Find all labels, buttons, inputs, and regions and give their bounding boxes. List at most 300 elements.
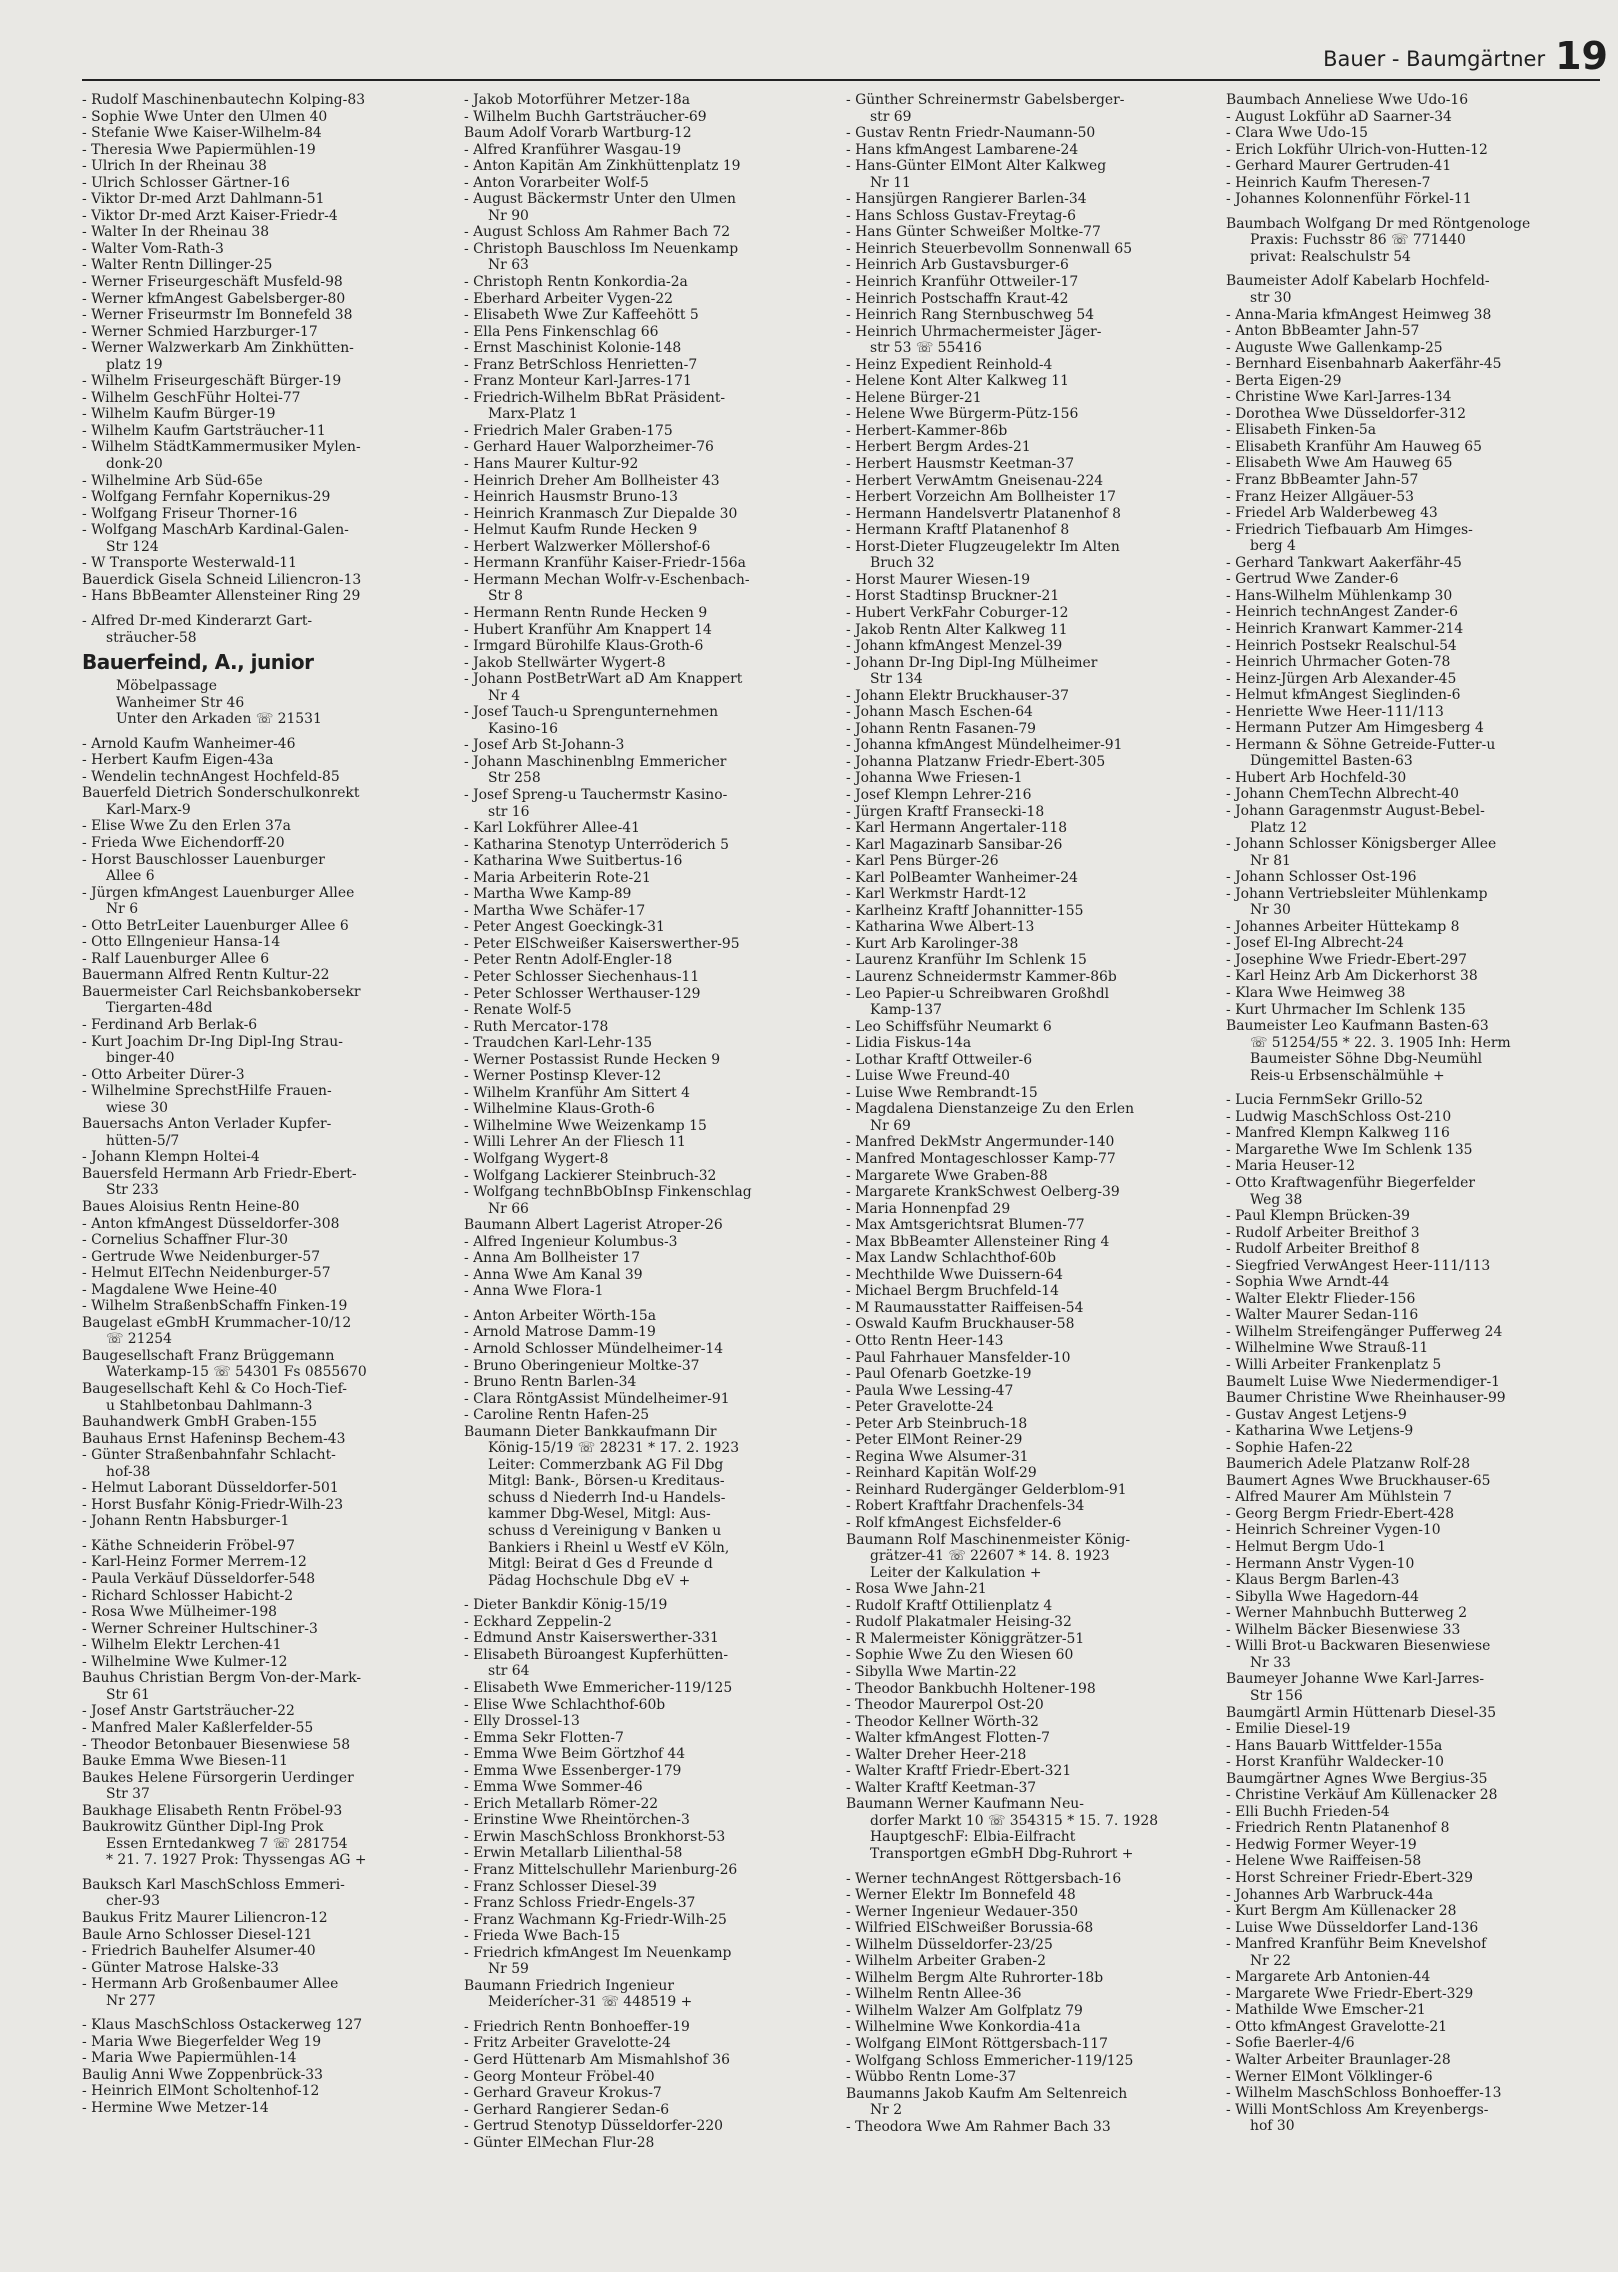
directory-entry: - Karl Magazinarb Sansibar-26 xyxy=(846,836,1063,853)
directory-entry: - Friedrich Maler Graben-175 xyxy=(464,422,673,439)
directory-entry: - Leo Schiffsführ Neumarkt 6 xyxy=(846,1018,1052,1035)
directory-entry: - Max Amtsgerichtsrat Blumen-77 xyxy=(846,1217,1085,1234)
directory-entry: Allee 6 xyxy=(106,868,155,885)
directory-entry: - Walter Vom-Rath-3 xyxy=(82,240,224,257)
directory-entry: - Renate Wolf-5 xyxy=(464,1002,572,1019)
directory-entry: Bauersachs Anton Verlader Kupfer- xyxy=(82,1116,332,1133)
directory-entry: - Gerd Hüttenarb Am Mismahlshof 36 xyxy=(464,2051,730,2068)
directory-entry: - Wilhelm Bergm Alte Ruhrorter-18b xyxy=(846,1969,1104,1986)
directory-entry: Kamp-137 xyxy=(870,1002,942,1019)
directory-entry: - Heinrich Rang Sternbuschweg 54 xyxy=(846,307,1095,324)
directory-entry: - Berta Eigen-29 xyxy=(1226,372,1342,389)
directory-entry: Nr 30 xyxy=(1250,902,1291,919)
directory-entry: König-15/19 ☏ 28231 * 17. 2. 1923 xyxy=(488,1440,740,1457)
directory-entry: - Wilhelmine Arb Süd-65e xyxy=(82,472,263,489)
directory-entry: - Emilie Diesel-19 xyxy=(1226,1721,1351,1738)
directory-entry: donk-20 xyxy=(106,456,163,473)
spacer xyxy=(1226,1084,1612,1092)
directory-entry: - Ferdinand Arb Berlak-6 xyxy=(82,1016,258,1033)
directory-entry: Baugesellschaft Franz Brüggemann xyxy=(82,1347,335,1364)
directory-entry: Bauerfeld Dietrich Sonderschulkonrekt xyxy=(82,785,360,802)
directory-entry: - Viktor Dr-med Arzt Kaiser-Friedr-4 xyxy=(82,207,338,224)
directory-entry: - Elisabeth Kranführ Am Hauweg 65 xyxy=(1226,438,1482,455)
directory-entry: - Karl Heinz Arb Am Dickerhorst 38 xyxy=(1226,968,1478,985)
directory-entry: - Johann Dr-Ing Dipl-Ing Mülheimer xyxy=(846,654,1098,671)
directory-entry: - Wilhelmine Wwe Strauß-11 xyxy=(1226,1340,1429,1357)
directory-entry: - Gustav Angest Letjens-9 xyxy=(1226,1406,1407,1423)
directory-entry: - Werner Ingenieur Wedauer-350 xyxy=(846,1903,1079,1920)
directory-entry: - Horst Kranführ Waldecker-10 xyxy=(1226,1754,1445,1771)
directory-entry: - Anton BbBeamter Jahn-57 xyxy=(1226,323,1420,340)
directory-entry: - Anna Am Bollheister 17 xyxy=(464,1250,641,1267)
directory-entry: - Heinrich Kaufm Theresen-7 xyxy=(1226,174,1431,191)
directory-entry: Baumerich Adele Platzanw Rolf-28 xyxy=(1226,1456,1471,1473)
directory-entry: - Werner Schreiner Hultschiner-3 xyxy=(82,1620,318,1637)
directory-entry: Str 258 xyxy=(488,770,541,787)
directory-entry: - Wilhelmine Wwe Weizenkamp 15 xyxy=(464,1117,707,1134)
directory-entry: - Peter Schlosser Werthauser-129 xyxy=(464,985,701,1002)
directory-entry: - Franz Heizer Allgäuer-53 xyxy=(1226,488,1414,505)
directory-entry: - Luise Wwe Düsseldorfer Land-136 xyxy=(1226,1919,1479,1936)
spacer xyxy=(82,605,460,613)
directory-entry: - Heinrich Dreher Am Bollheister 43 xyxy=(464,472,720,489)
directory-entry: - Heinz Expedient Reinhold-4 xyxy=(846,356,1053,373)
column-2 xyxy=(464,92,838,2264)
directory-entry: - Michael Bergm Bruchfeld-14 xyxy=(846,1283,1059,1300)
directory-entry: - Anton Vorarbeiter Wolf-5 xyxy=(464,174,649,191)
directory-entry: str 16 xyxy=(488,803,530,820)
directory-entry: - Heinrich Schreiner Vygen-10 xyxy=(1226,1522,1441,1539)
directory-entry: - Ulrich In der Rheinau 38 xyxy=(82,158,267,175)
directory-entry: - Herbert Kaufm Eigen-43a xyxy=(82,752,274,769)
directory-entry: Kasino-16 xyxy=(488,720,558,737)
directory-entry: - Jakob Rentn Alter Kalkweg 11 xyxy=(846,621,1068,638)
directory-entry: - Lothar Kraftf Ottweiler-6 xyxy=(846,1051,1033,1068)
directory-entry: u Stahlbetonbau Dahlmann-3 xyxy=(106,1397,313,1414)
spacer xyxy=(846,1863,1224,1871)
directory-entry: - Bruno Rentn Barlen-34 xyxy=(464,1374,637,1391)
directory-entry: - Peter ElSchweißer Kaiserswerther-95 xyxy=(464,935,740,952)
directory-entry: - Hans-Wilhelm Mühlenkamp 30 xyxy=(1226,587,1453,604)
directory-entry: - Friedrich Bauhelfer Alsumer-40 xyxy=(82,1943,316,1960)
directory-entry: - Peter Schlosser Siechenhaus-11 xyxy=(464,968,700,985)
directory-entry: - Katharina Wwe Suitbertus-16 xyxy=(464,853,683,870)
directory-entry: - Herbert VerwAmtm Gneisenau-224 xyxy=(846,472,1104,489)
directory-entry: - Werner kfmAngest Gabelsberger-80 xyxy=(82,290,346,307)
directory-entry: - Sophie Wwe Unter den Ulmen 40 xyxy=(82,108,328,125)
directory-entry: - Wolfgang Wygert-8 xyxy=(464,1151,609,1167)
directory-entry: - Karl-Heinz Former Merrem-12 xyxy=(82,1554,307,1571)
directory-entry: - Hermann Mechan Wolfr-v-Eschenbach- xyxy=(464,571,750,588)
directory-entry: - Anton Kapitän Am Zinkhüttenplatz 19 xyxy=(464,158,741,175)
directory-entry: - Elise Wwe Zu den Erlen 37a xyxy=(82,818,291,835)
directory-entry: Baumeister Söhne Dbg-Neumühl xyxy=(1250,1051,1483,1068)
directory-entry: - Viktor Dr-med Arzt Dahlmann-51 xyxy=(82,191,325,208)
directory-entry: Mitgl: Beirat d Ges d Freunde d xyxy=(488,1556,713,1573)
directory-entry: - Hermann Arb Großenbaumer Allee xyxy=(82,1976,339,1993)
directory-entry: - Jürgen Kraftf Fransecki-18 xyxy=(846,803,1045,820)
directory-entry: - Peter Gravelotte-24 xyxy=(846,1399,994,1416)
directory-entry: - Edmund Anstr Kaiserswerther-331 xyxy=(464,1630,719,1647)
directory-entry: Baumanns Jakob Kaufm Am Seltenreich xyxy=(846,2085,1128,2102)
directory-entry: - Johanna Wwe Friesen-1 xyxy=(846,770,1023,787)
directory-entry: - Georg Monteur Fröbel-40 xyxy=(464,2068,655,2085)
directory-entry: - Friedel Arb Walderbeweg 43 xyxy=(1226,505,1438,522)
directory-entry: - Margarete Wwe Graben-88 xyxy=(846,1167,1048,1184)
directory-entry: - Otto kfmAngest Gravelotte-21 xyxy=(1226,2018,1448,2035)
directory-entry: Mitgl: Bank-, Börsen-u Kreditaus- xyxy=(488,1473,725,1490)
directory-entry: - Johann Rentn Habsburger-1 xyxy=(82,1513,290,1530)
directory-entry: - Helmut Kaufm Runde Hecken 9 xyxy=(464,522,698,539)
directory-entry: - Johann Schlosser Ost-196 xyxy=(1226,869,1417,886)
directory-entry: Baukus Fritz Maurer Liliencron-12 xyxy=(82,1909,328,1926)
directory-entry: hütten-5/7 xyxy=(106,1132,180,1149)
directory-entry: - Friedrich Tiefbauarb Am Himges- xyxy=(1226,521,1473,538)
directory-entry: Transportgen eGmbH Dbg-Ruhrort + xyxy=(870,1845,1134,1862)
directory-entry: - Friedrich Rentn Bonhoeffer-19 xyxy=(464,2018,690,2035)
directory-entry: Baugelast eGmbH Krummacher-10/12 xyxy=(82,1314,352,1331)
directory-entry: - Horst Stadtinsp Bruckner-21 xyxy=(846,588,1060,605)
directory-entry: - Walter kfmAngest Flotten-7 xyxy=(846,1730,1051,1747)
directory-entry: - August Lokführ aD Saarner-34 xyxy=(1226,108,1452,125)
directory-entry: Wanheimer Str 46 xyxy=(116,694,245,711)
directory-entry: Baumbach Anneliese Wwe Udo-16 xyxy=(1226,92,1469,108)
directory-entry: hof-38 xyxy=(106,1463,151,1480)
directory-entry: - Horst-Dieter Flugzeugelektr Im Alten xyxy=(846,538,1120,555)
directory-entry: - Sibylla Wwe Martin-22 xyxy=(846,1663,1017,1680)
directory-entry: - Herbert Bergm Ardes-21 xyxy=(846,439,1031,456)
directory-entry: - Heinrich Steuerbevollm Sonnenwall 65 xyxy=(846,240,1133,257)
directory-entry: - Walter Dreher Heer-218 xyxy=(846,1746,1027,1763)
directory-entry: Tiergarten-48d xyxy=(106,1000,213,1017)
directory-entry: - Ernst Maschinist Kolonie-148 xyxy=(464,340,682,357)
directory-entry: - Klaus MaschSchloss Ostackerweg 127 xyxy=(82,2017,363,2034)
directory-entry: - Käthe Schneiderin Fröbel-97 xyxy=(82,1537,295,1554)
directory-entry: Baumann Werner Kaufmann Neu- xyxy=(846,1796,1084,1813)
directory-entry: - Erich Metallarb Römer-22 xyxy=(464,1795,659,1812)
directory-entry: - Erinstine Wwe Rheintörchen-3 xyxy=(464,1812,690,1829)
directory-entry: - Johann Klempn Holtei-4 xyxy=(82,1149,260,1166)
directory-entry: - Wilhelm Walzer Am Golfplatz 79 xyxy=(846,2002,1083,2019)
directory-entry: - Sibylla Wwe Hagedorn-44 xyxy=(1226,1588,1419,1605)
directory-entry: - Gertrud Stenotyp Düsseldorfer-220 xyxy=(464,2118,724,2135)
directory-entry: Baumann Rolf Maschinenmeister König- xyxy=(846,1531,1131,1548)
directory-entry: - Günther Schreinermstr Gabelsberger- xyxy=(846,92,1125,108)
directory-entry: - Wilhelm Kaufm Bürger-19 xyxy=(82,406,276,423)
directory-entry: Str 8 xyxy=(488,588,523,605)
directory-entry: Baumeister Leo Kaufmann Basten-63 xyxy=(1226,1018,1489,1035)
directory-entry: - Rudolf Arbeiter Breithof 8 xyxy=(1226,1241,1420,1258)
spacer xyxy=(1226,208,1612,216)
directory-entry: - Theodor Maurerpol Ost-20 xyxy=(846,1697,1044,1714)
directory-entry: - M Raumausstatter Raiffeisen-54 xyxy=(846,1299,1084,1316)
directory-entry: - Otto Arbeiter Dürer-3 xyxy=(82,1066,245,1083)
directory-entry: - Katharina Stenotyp Unterröderich 5 xyxy=(464,836,729,853)
directory-entry: - Luise Wwe Rembrandt-15 xyxy=(846,1084,1038,1101)
directory-entry: - Sophie Hafen-22 xyxy=(1226,1439,1353,1456)
directory-entry: Bauersfeld Hermann Arb Friedr-Ebert- xyxy=(82,1165,357,1182)
directory-entry: - Hermine Wwe Metzer-14 xyxy=(82,2099,269,2116)
directory-entry: - Henriette Wwe Heer-111/113 xyxy=(1226,703,1444,720)
directory-entry: - Robert Kraftfahr Drachenfels-34 xyxy=(846,1498,1085,1515)
directory-entry: - Cornelius Schaffner Flur-30 xyxy=(82,1232,288,1249)
directory-entry: - Wilfried ElSchweißer Borussia-68 xyxy=(846,1920,1094,1937)
directory-entry: - Magdalena Dienstanzeige Zu den Erlen xyxy=(846,1101,1135,1118)
directory-entry: - Willi Brot-u Backwaren Biesenwiese xyxy=(1226,1638,1491,1655)
directory-entry: - Frieda Wwe Eichendorff-20 xyxy=(82,834,285,851)
directory-entry: - Herbert-Kammer-86b xyxy=(846,422,1008,439)
directory-entry: - Regina Wwe Alsumer-31 xyxy=(846,1448,1029,1465)
directory-entry: - Otto BetrLeiter Lauenburger Allee 6 xyxy=(82,917,349,934)
spacer xyxy=(82,728,460,736)
directory-entry: - Klaus Bergm Barlen-43 xyxy=(1226,1572,1400,1589)
directory-entry: - Arnold Kaufm Wanheimer-46 xyxy=(82,735,296,752)
directory-entry: - Johanna kfmAngest Mündelheimer-91 xyxy=(846,737,1123,754)
directory-entry: Baule Arno Schlosser Diesel-121 xyxy=(82,1926,313,1943)
directory-entry: - Walter In der Rheinau 38 xyxy=(82,224,270,241)
directory-entry: Baues Aloisius Rentn Heine-80 xyxy=(82,1199,300,1215)
directory-entry: - Christine Wwe Karl-Jarres-134 xyxy=(1226,389,1452,406)
directory-entry: - Traudchen Karl-Lehr-135 xyxy=(464,1035,653,1052)
directory-entry: - Wilhelm Streifengänger Pufferweg 24 xyxy=(1226,1323,1503,1340)
directory-entry: - Margarete KrankSchwest Oelberg-39 xyxy=(846,1184,1120,1201)
directory-entry: Str 124 xyxy=(106,538,159,555)
directory-entry: - Josef Tauch-u Sprengunternehmen xyxy=(464,704,719,721)
directory-entry: - Elly Drossel-13 xyxy=(464,1713,580,1730)
directory-entry: - Josef Arb St-Johann-3 xyxy=(464,737,625,754)
directory-entry: * 21. 7. 1927 Prok: Thyssengas AG + xyxy=(106,1852,367,1869)
directory-entry: - Horst Busfahr König-Friedr-Wilh-23 xyxy=(82,1496,344,1513)
directory-entry: - Franz BetrSchloss Henrietten-7 xyxy=(464,356,698,373)
directory-entry: - Heinrich Postsekr Realschul-54 xyxy=(1226,637,1457,654)
directory-entry: - Elisabeth Finken-5a xyxy=(1226,422,1377,439)
directory-entry: - Wilhelm Kranführ Am Sittert 4 xyxy=(464,1084,690,1101)
directory-entry: Baulig Anni Wwe Zoppenbrück-33 xyxy=(82,2066,323,2083)
directory-entry: - Frieda Wwe Bach-15 xyxy=(464,1928,621,1945)
spacer xyxy=(464,2011,838,2019)
directory-entry: - Paula Wwe Lessing-47 xyxy=(846,1382,1014,1399)
directory-entry: Baumert Agnes Wwe Bruckhauser-65 xyxy=(1226,1472,1491,1489)
directory-entry: Baukes Helene Fürsorgerin Uerdinger xyxy=(82,1769,354,1786)
directory-entry: - Mathilde Wwe Emscher-21 xyxy=(1226,2002,1426,2019)
directory-entry: Bauke Emma Wwe Biesen-11 xyxy=(82,1753,289,1770)
directory-entry: - Werner ElMont Völklinger-6 xyxy=(1226,2068,1433,2085)
directory-entry: Baukhage Elisabeth Rentn Fröbel-93 xyxy=(82,1802,343,1819)
directory-entry: - Wilhelm Buchh Gartsträucher-69 xyxy=(464,108,707,125)
directory-entry: - Siegfried VerwAngest Heer-111/113 xyxy=(1226,1257,1491,1274)
directory-entry: - Johann ChemTechn Albrecht-40 xyxy=(1226,786,1459,803)
directory-entry: Baumann Friedrich Ingenieur xyxy=(464,1977,674,1994)
directory-entry: - Eckhard Zeppelin-2 xyxy=(464,1613,612,1630)
directory-entry: - Johann Elektr Bruckhauser-37 xyxy=(846,687,1069,704)
column-1 xyxy=(82,92,460,2264)
directory-entry: Baumelt Luise Wwe Niedermendiger-1 xyxy=(1226,1373,1500,1390)
directory-entry: - Günter Matrose Halske-33 xyxy=(82,1959,279,1976)
directory-entry: Str 134 xyxy=(870,671,923,688)
directory-entry: - Bernhard Eisenbahnarb Aakerfähr-45 xyxy=(1226,356,1502,373)
directory-entry: - Otto Kraftwagenführ Biegerfelder xyxy=(1226,1175,1475,1191)
directory-entry: Essen Erntedankweg 7 ☏ 281754 xyxy=(106,1835,348,1852)
running-head: Bauer - Baumgärtner xyxy=(1323,47,1546,71)
directory-entry: Bauermann Alfred Rentn Kultur-22 xyxy=(82,967,330,984)
directory-entry: - Walter Arbeiter Braunlager-28 xyxy=(1226,2051,1451,2068)
directory-entry: - Maria Heuser-12 xyxy=(1226,1158,1356,1175)
directory-entry: Baumeyer Johanne Wwe Karl-Jarres- xyxy=(1226,1671,1485,1688)
directory-entry: - Hans kfmAngest Lambarene-24 xyxy=(846,141,1079,158)
directory-entry: - Heinrich Kranmasch Zur Diepalde 30 xyxy=(464,505,738,522)
directory-entry: - Helene Kont Alter Kalkweg 11 xyxy=(846,373,1069,390)
directory-entry: - Erwin MaschSchloss Bronkhorst-53 xyxy=(464,1828,726,1845)
directory-entry: - Rosa Wwe Mülheimer-198 xyxy=(82,1604,278,1621)
directory-entry: - Anna Wwe Am Kanal 39 xyxy=(464,1266,643,1283)
directory-entry: - Franz Schloss Friedr-Engels-37 xyxy=(464,1895,696,1912)
directory-entry: str 69 xyxy=(870,108,912,125)
directory-entry: - Franz Schlosser Diesel-39 xyxy=(464,1878,657,1895)
directory-entry: - Erich Lokführ Ulrich-von-Hutten-12 xyxy=(1226,141,1488,158)
directory-entry: - Helmut kfmAngest Sieglinden-6 xyxy=(1226,687,1461,704)
directory-entry: - Kurt Bergm Am Küllenacker 28 xyxy=(1226,1903,1457,1920)
directory-entry: - Horst Schreiner Friedr-Ebert-329 xyxy=(1226,1869,1473,1886)
directory-entry: Reis-u Erbsenschälmühle + xyxy=(1250,1067,1445,1084)
directory-entry: - Karl Lokführer Allee-41 xyxy=(464,820,640,837)
directory-entry: - Hansjürgen Rangierer Barlen-34 xyxy=(846,191,1087,208)
directory-entry: - Franz Wachmann Kg-Friedr-Wilh-25 xyxy=(464,1911,727,1928)
directory-entry: - Wolfgang Friseur Thorner-16 xyxy=(82,505,298,522)
directory-entry: - August Bäckermstr Unter den Ulmen xyxy=(464,191,737,208)
directory-entry: - Willi MontSchloss Am Kreyenbergs- xyxy=(1226,2101,1489,2118)
directory-entry: - Max Landw Schlachthof-60b xyxy=(846,1250,1057,1267)
directory-entry: Nr 90 xyxy=(488,207,529,224)
directory-entry: - Theodor Betonbauer Biesenwiese 58 xyxy=(82,1736,351,1753)
entry-heading: Bauerfeind, A., junior xyxy=(82,650,314,675)
directory-entry: - Helene Bürger-21 xyxy=(846,389,982,406)
column-4 xyxy=(1226,92,1612,2264)
directory-entry: Karl-Marx-9 xyxy=(106,801,191,818)
directory-entry: - Hermann Kraftf Platanenhof 8 xyxy=(846,522,1070,539)
directory-entry: - Heinrich Kranwart Kammer-214 xyxy=(1226,620,1464,637)
directory-entry: str 64 xyxy=(488,1663,530,1680)
directory-entry: - Helene Wwe Raiffeisen-58 xyxy=(1226,1853,1422,1870)
directory-entry: dorfer Markt 10 ☏ 354315 * 15. 7. 1928 xyxy=(870,1812,1159,1829)
directory-entry: - R Malermeister Königgrätzer-51 xyxy=(846,1630,1085,1647)
directory-entry: - Herbert Hausmstr Keetman-37 xyxy=(846,456,1075,473)
directory-entry: - Ludwig MaschSchloss Ost-210 xyxy=(1226,1108,1452,1125)
directory-entry: - Werner Friseurgeschäft Musfeld-98 xyxy=(82,274,343,291)
directory-entry: - Josef Spreng-u Tauchermstr Kasino- xyxy=(464,786,728,803)
directory-entry: Düngemittel Basten-63 xyxy=(1250,753,1413,770)
directory-entry: - Rosa Wwe Jahn-21 xyxy=(846,1581,987,1598)
directory-entry: berg 4 xyxy=(1250,538,1296,555)
directory-entry: cher-93 xyxy=(106,1893,160,1910)
directory-entry: - Werner Walzwerkarb Am Zinkhütten- xyxy=(82,340,354,357)
directory-entry: - Wilhelm StraßenbSchaffn Finken-19 xyxy=(82,1298,348,1315)
directory-entry: - Wilhelm Kaufm Gartsträucher-11 xyxy=(82,422,326,439)
directory-entry: grätzer-41 ☏ 22607 * 14. 8. 1923 xyxy=(870,1548,1110,1565)
directory-entry: - Anton kfmAngest Düsseldorfer-308 xyxy=(82,1215,340,1232)
directory-entry: - Dieter Bankdir König-15/19 xyxy=(464,1597,668,1614)
directory-entry: - Josef Klempn Lehrer-216 xyxy=(846,786,1032,803)
directory-entry: - Helmut Bergm Udo-1 xyxy=(1226,1539,1387,1556)
directory-entry: - Walter Maurer Sedan-116 xyxy=(1226,1307,1419,1324)
directory-entry: - Wilhelm StädtKammermusiker Mylen- xyxy=(82,439,361,456)
directory-entry: - Ruth Mercator-178 xyxy=(464,1018,609,1035)
directory-entry: Baukrowitz Günther Dipl-Ing Prok xyxy=(82,1819,324,1836)
directory-entry: - Karl Hermann Angertaler-118 xyxy=(846,820,1068,837)
directory-entry: - Walter Kraftf Keetman-37 xyxy=(846,1779,1037,1796)
directory-entry: - Gerhard Graveur Krokus-7 xyxy=(464,2085,662,2102)
directory-entry: - Johann Schlosser Königsberger Allee xyxy=(1226,836,1497,853)
directory-entry: - Christoph Rentn Konkordia-2a xyxy=(464,274,688,291)
spacer xyxy=(464,1300,838,1308)
directory-entry: - Klara Wwe Heimweg 38 xyxy=(1226,984,1406,1001)
directory-entry: - Manfred Kranführ Beim Knevelshof xyxy=(1226,1936,1487,1953)
directory-entry: - Irmgard Bürohilfe Klaus-Groth-6 xyxy=(464,638,704,655)
directory-entry: - Wilhelm Elektr Lerchen-41 xyxy=(82,1637,282,1654)
directory-entry: - Helene Wwe Bürgerm-Pütz-156 xyxy=(846,406,1079,423)
directory-entry: - Hermann Rentn Runde Hecken 9 xyxy=(464,604,708,621)
directory-entry: - Elisabeth Büroangest Kupferhütten- xyxy=(464,1646,729,1663)
directory-entry: - Karlheinz Kraftf Johannitter-155 xyxy=(846,902,1084,919)
directory-entry: - Manfred DekMstr Angermunder-140 xyxy=(846,1134,1115,1151)
directory-entry: - Werner Schmied Harzburger-17 xyxy=(82,323,318,340)
directory-entry: Bauerdick Gisela Schneid Liliencron-13 xyxy=(82,571,362,588)
directory-entry: - Walter Kraftf Friedr-Ebert-321 xyxy=(846,1763,1072,1780)
directory-entry: - Christine Verkäuf Am Küllenacker 28 xyxy=(1226,1787,1498,1804)
directory-entry: Bankiers i Rheinl u Westf eV Köln, xyxy=(488,1539,730,1556)
directory-entry: - Hermann Handelsvertr Platanenhof 8 xyxy=(846,505,1121,522)
directory-entry: - Walter Rentn Dillinger-25 xyxy=(82,257,273,274)
directory-entry: Nr 69 xyxy=(870,1117,911,1134)
spacer xyxy=(1226,265,1612,273)
directory-entry: - Heinrich Uhrmachermeister Jäger- xyxy=(846,323,1102,340)
directory-entry: - Anton Arbeiter Wörth-15a xyxy=(464,1307,656,1324)
directory-entry: - Jakob Stellwärter Wygert-8 xyxy=(464,654,666,671)
directory-entry: Nr 4 xyxy=(488,687,521,704)
directory-entry: - Werner Postinsp Klever-12 xyxy=(464,1068,662,1085)
directory-entry: Nr 66 xyxy=(488,1200,529,1217)
directory-entry: Nr 33 xyxy=(1250,1654,1291,1671)
directory-entry: - Paula Verkäuf Düsseldorfer-548 xyxy=(82,1571,316,1588)
directory-entry: Baumeister Adolf Kabelarb Hochfeld- xyxy=(1226,273,1490,290)
directory-entry: str 30 xyxy=(1250,290,1292,307)
directory-entry: Bauhandwerk GmbH Graben-155 xyxy=(82,1414,318,1431)
directory-entry: Bauermeister Carl Reichsbankobersekr xyxy=(82,983,361,1000)
spacer xyxy=(82,1869,460,1877)
directory-entry: - Werner Elektr Im Bonnefeld 48 xyxy=(846,1887,1076,1904)
directory-entry: - Hermann Putzer Am Himgesberg 4 xyxy=(1226,720,1484,737)
directory-entry: - Johann Maschinenblng Emmericher xyxy=(464,753,727,770)
directory-entry: - Otto Rentn Heer-143 xyxy=(846,1333,1004,1350)
directory-entry: - Anna Wwe Flora-1 xyxy=(464,1283,604,1300)
directory-entry: - Heinrich technAngest Zander-6 xyxy=(1226,604,1458,621)
directory-entry: - Elisabeth Wwe Emmericher-119/125 xyxy=(464,1679,733,1696)
directory-entry: - Margarete Arb Antonien-44 xyxy=(1226,1969,1431,1986)
directory-entry: - Theodor Kellner Wörth-32 xyxy=(846,1713,1039,1730)
directory-entry: - Martha Wwe Kamp-89 xyxy=(464,886,632,903)
directory-entry: Bruch 32 xyxy=(870,555,935,572)
directory-entry: ☏ 51254/55 * 22. 3. 1905 Inh: Herm xyxy=(1250,1034,1511,1051)
directory-entry: - Wilhelmine SprechstHilfe Frauen- xyxy=(82,1083,332,1100)
directory-entry: - Theodor Bankbuchh Holtener-198 xyxy=(846,1680,1096,1697)
directory-entry: - Maria Wwe Biegerfelder Weg 19 xyxy=(82,2033,322,2050)
directory-entry: - Wilhelm Rentn Allee-36 xyxy=(846,1986,1022,2003)
directory-entry: - Wilhelmine Klaus-Groth-6 xyxy=(464,1101,655,1118)
directory-entry: Meiderícher-31 ☏ 448519 + xyxy=(488,1994,693,2011)
directory-entry: - Clara Wwe Udo-15 xyxy=(1226,125,1368,142)
directory-entry: - Hans Maurer Kultur-92 xyxy=(464,456,639,473)
directory-entry: - Johannes Arbeiter Hüttekamp 8 xyxy=(1226,918,1460,935)
directory-entry: - Hubert Kranführ Am Knappert 14 xyxy=(464,621,712,638)
